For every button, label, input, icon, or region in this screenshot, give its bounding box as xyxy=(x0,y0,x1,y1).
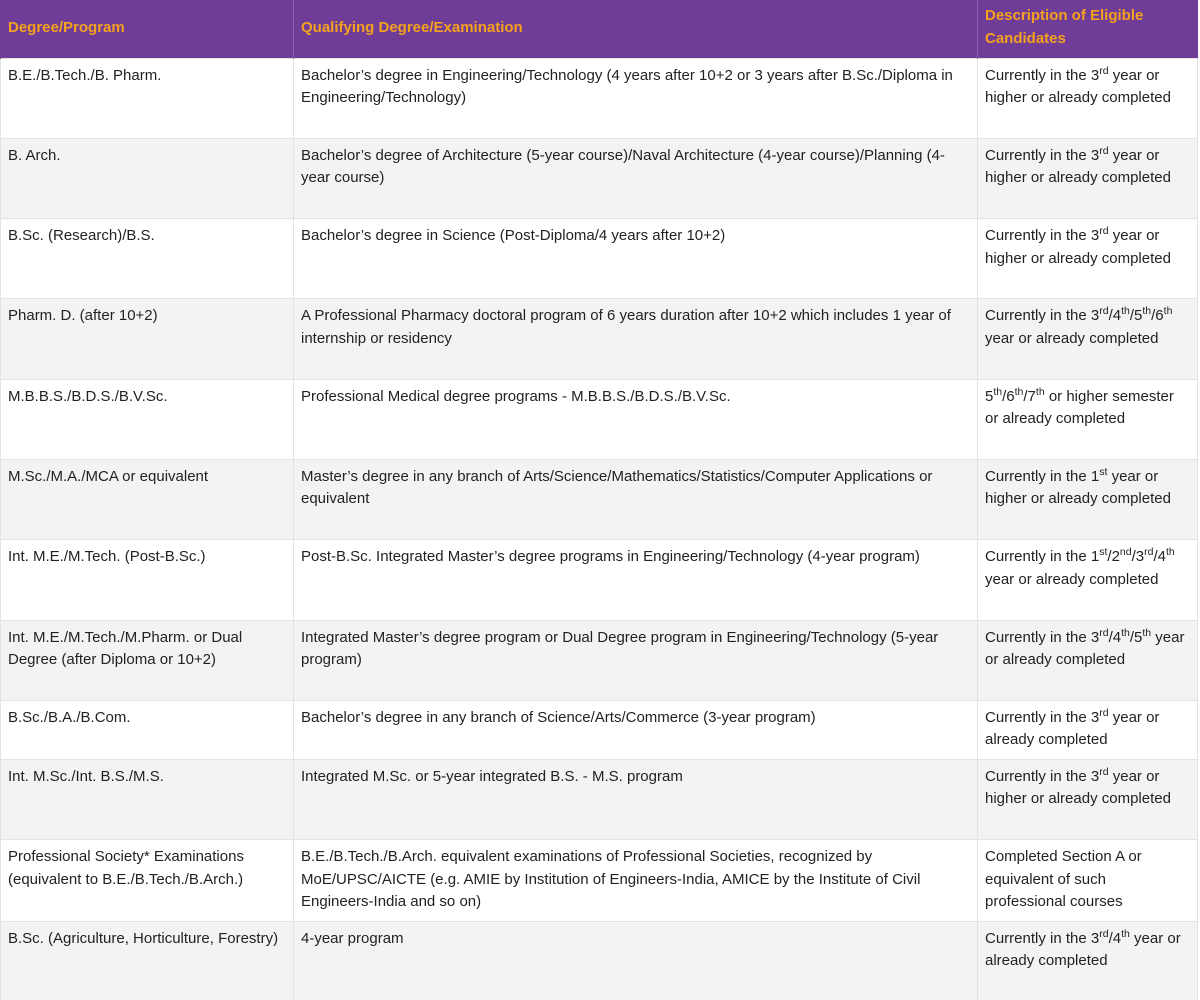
table-row xyxy=(1,58,1198,138)
cell-qualifying-degree: A Professional Pharmacy doctoral program of 6 years duration after 10+2 which includes 1 year of internship or residency xyxy=(294,299,978,379)
cell-qualifying-degree: Master’s degree in any branch of Arts/Science/Mathematics/Statistics/Computer Applications or equivalent xyxy=(294,459,978,539)
cell-degree-program: M.Sc./M.A./MCA or equivalent xyxy=(1,459,294,539)
table-row xyxy=(1,700,1198,759)
table-row xyxy=(1,759,1198,839)
cell-qualifying-degree: Bachelor’s degree in Engineering/Technology (4 years after 10+2 or 3 years after B.Sc./Diploma in Engineering/Technology) xyxy=(294,58,978,138)
cell-qualifying-degree: Integrated M.Sc. or 5-year integrated B.S. - M.S. program xyxy=(294,759,978,839)
cell-degree-program: B.E./B.Tech./B. Pharm. xyxy=(1,58,294,138)
cell-degree-program: Int. M.E./M.Tech. (Post-B.Sc.) xyxy=(1,540,294,620)
cell-qualifying-degree: B.E./B.Tech./B.Arch. equivalent examinations of Professional Societies, recognized by MoE/UPSC/AICTE (e.g. AMIE by Institution of Engineers-India, AMICE by the Institute of Civil Engineers-India and so on) xyxy=(294,840,978,922)
cell-degree-program: B. Arch. xyxy=(1,138,294,218)
ordinal-suffix: th xyxy=(1035,385,1045,398)
ordinal-suffix: th xyxy=(1121,927,1130,940)
ordinal-suffix: rd xyxy=(1099,144,1109,157)
cell-qualifying-degree: Integrated Master’s degree program or Dual Degree program in Engineering/Technology (5-year program) xyxy=(294,620,978,700)
cell-degree-program: Pharm. D. (after 10+2) xyxy=(1,299,294,379)
cell-description: Completed Section A or equivalent of such professional courses xyxy=(978,840,1198,922)
cell-description: Currently in the 1st year or higher or already completed xyxy=(978,459,1198,539)
ordinal-suffix: rd xyxy=(1099,305,1109,318)
cell-qualifying-degree: Bachelor’s degree in any branch of Science/Arts/Commerce (3-year program) xyxy=(294,700,978,759)
cell-qualifying-degree: Bachelor’s degree of Architecture (5-year course)/Naval Architecture (4-year course)/Planning (4-year course) xyxy=(294,138,978,218)
ordinal-suffix: nd xyxy=(1119,546,1132,559)
cell-degree-program: Professional Society* Examinations (equivalent to B.E./B.Tech./B.Arch.) xyxy=(1,840,294,922)
cell-qualifying-degree: Post-B.Sc. Integrated Master’s degree programs in Engineering/Technology (4-year program) xyxy=(294,540,978,620)
header-row xyxy=(1,0,1198,58)
cell-description: Currently in the 3rd/4th year or already completed xyxy=(978,921,1198,1000)
table-row xyxy=(1,299,1198,379)
cell-description: Currently in the 3rd/4th/5th/6th year or already completed xyxy=(978,299,1198,379)
cell-qualifying-degree: Professional Medical degree programs - M.B.B.S./B.D.S./B.V.Sc. xyxy=(294,379,978,459)
ordinal-suffix: th xyxy=(1121,305,1130,318)
ordinal-suffix: rd xyxy=(1099,765,1109,778)
ordinal-suffix: rd xyxy=(1099,706,1109,719)
cell-degree-program: M.B.B.S./B.D.S./B.V.Sc. xyxy=(1,379,294,459)
ordinal-suffix: th xyxy=(1121,626,1130,639)
cell-degree-program: B.Sc. (Agriculture, Horticulture, Forestry) xyxy=(1,921,294,1000)
ordinal-suffix: th xyxy=(1142,305,1152,318)
ordinal-suffix: th xyxy=(993,385,1003,398)
table-row xyxy=(1,620,1198,700)
cell-description: Currently in the 3rd year or higher or already completed xyxy=(978,759,1198,839)
cell-description: Currently in the 3rd year or higher or already completed xyxy=(978,58,1198,138)
table-row xyxy=(1,379,1198,459)
header-qualifying-degree: Qualifying Degree/Examination xyxy=(294,0,978,58)
ordinal-suffix: th xyxy=(1165,546,1175,559)
ordinal-suffix: rd xyxy=(1099,927,1109,940)
cell-description: Currently in the 3rd year or higher or already completed xyxy=(978,138,1198,218)
cell-degree-program: Int. M.E./M.Tech./M.Pharm. or Dual Degree (after Diploma or 10+2) xyxy=(1,620,294,700)
table-row xyxy=(1,219,1198,299)
table-row xyxy=(1,540,1198,620)
cell-degree-program: B.Sc. (Research)/B.S. xyxy=(1,219,294,299)
ordinal-suffix: th xyxy=(1142,626,1152,639)
cell-qualifying-degree: 4-year program xyxy=(294,921,978,1000)
cell-description: Currently in the 3rd year or already completed xyxy=(978,700,1198,759)
ordinal-suffix: rd xyxy=(1099,225,1109,238)
header-degree-program: Degree/Program xyxy=(1,0,294,58)
ordinal-suffix: th xyxy=(1014,385,1024,398)
ordinal-suffix: st xyxy=(1099,546,1108,559)
header-description: Description of Eligible Candidates xyxy=(978,0,1198,58)
table-row xyxy=(1,138,1198,218)
cell-degree-program: Int. M.Sc./Int. B.S./M.S. xyxy=(1,759,294,839)
cell-description: Currently in the 1st/2nd/3rd/4th year or already completed xyxy=(978,540,1198,620)
cell-description: Currently in the 3rd year or higher or already completed xyxy=(978,219,1198,299)
cell-degree-program: B.Sc./B.A./B.Com. xyxy=(1,700,294,759)
ordinal-suffix: th xyxy=(1163,305,1173,318)
cell-description: 5th/6th/7th or higher semester or already completed xyxy=(978,379,1198,459)
ordinal-suffix: rd xyxy=(1099,626,1109,639)
table-row xyxy=(1,921,1198,1000)
cell-description: Currently in the 3rd/4th/5th year or already completed xyxy=(978,620,1198,700)
table-row xyxy=(1,459,1198,539)
cell-qualifying-degree: Bachelor’s degree in Science (Post-Diploma/4 years after 10+2) xyxy=(294,219,978,299)
ordinal-suffix: rd xyxy=(1099,64,1109,77)
ordinal-suffix: st xyxy=(1099,465,1108,478)
table-row xyxy=(1,840,1198,922)
ordinal-suffix: rd xyxy=(1144,546,1154,559)
